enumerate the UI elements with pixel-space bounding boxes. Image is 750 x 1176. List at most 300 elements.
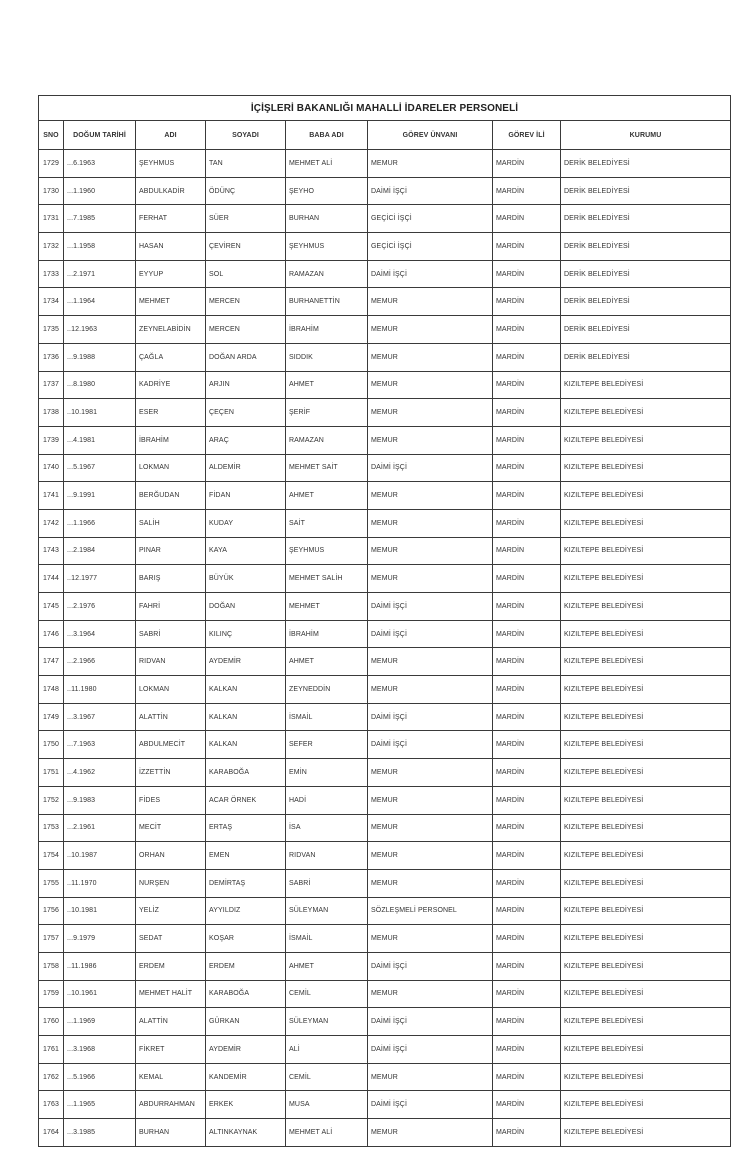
table-row xyxy=(39,703,731,731)
cell-duty-province: MARDİN xyxy=(493,980,561,1008)
cell-job-title: MEMUR xyxy=(368,648,493,676)
cell-duty-province: MARDİN xyxy=(493,454,561,482)
cell-first-name: ABDULMECİT xyxy=(136,731,206,759)
cell-last-name: AYYILDIZ xyxy=(206,897,286,925)
cell-sno: 1737 xyxy=(39,371,64,399)
table-row xyxy=(39,1091,731,1119)
cell-last-name: KUDAY xyxy=(206,509,286,537)
cell-institution: KIZILTEPE BELEDİYESİ xyxy=(561,593,731,621)
cell-birth-date: ...4.1981 xyxy=(64,426,136,454)
title-row xyxy=(39,96,731,121)
cell-first-name: MEHMET HALİT xyxy=(136,980,206,1008)
cell-birth-date: ...9.1991 xyxy=(64,482,136,510)
cell-first-name: ALATTİN xyxy=(136,703,206,731)
table-row xyxy=(39,316,731,344)
column-header-last-name: SOYADI xyxy=(206,121,286,150)
cell-first-name: FİDES xyxy=(136,786,206,814)
cell-first-name: İBRAHİM xyxy=(136,426,206,454)
cell-duty-province: MARDİN xyxy=(493,842,561,870)
cell-birth-date: ..10.1961 xyxy=(64,980,136,1008)
cell-duty-province: MARDİN xyxy=(493,371,561,399)
cell-duty-province: MARDİN xyxy=(493,233,561,261)
cell-birth-date: ...3.1985 xyxy=(64,1119,136,1147)
cell-institution: KIZILTEPE BELEDİYESİ xyxy=(561,426,731,454)
cell-last-name: ÇEVİREN xyxy=(206,233,286,261)
cell-birth-date: ...2.1961 xyxy=(64,814,136,842)
table-row xyxy=(39,509,731,537)
cell-first-name: EYYUP xyxy=(136,260,206,288)
cell-institution: KIZILTEPE BELEDİYESİ xyxy=(561,703,731,731)
cell-father-name: SÜLEYMAN xyxy=(286,897,368,925)
cell-sno: 1738 xyxy=(39,399,64,427)
cell-father-name: SIDDIK xyxy=(286,343,368,371)
cell-job-title: MEMUR xyxy=(368,537,493,565)
cell-last-name: ERDEM xyxy=(206,952,286,980)
cell-sno: 1734 xyxy=(39,288,64,316)
cell-first-name: MEHMET xyxy=(136,288,206,316)
cell-institution: DERİK BELEDİYESİ xyxy=(561,205,731,233)
cell-first-name: BARIŞ xyxy=(136,565,206,593)
cell-first-name: FİKRET xyxy=(136,1036,206,1064)
cell-last-name: KARABOĞA xyxy=(206,759,286,787)
cell-job-title: MEMUR xyxy=(368,288,493,316)
cell-first-name: KEMAL xyxy=(136,1063,206,1091)
cell-birth-date: ...2.1976 xyxy=(64,593,136,621)
cell-father-name: ŞEYHMUS xyxy=(286,233,368,261)
cell-first-name: ESER xyxy=(136,399,206,427)
cell-birth-date: ...4.1962 xyxy=(64,759,136,787)
table-row xyxy=(39,814,731,842)
table-row xyxy=(39,620,731,648)
cell-sno: 1736 xyxy=(39,343,64,371)
table-row xyxy=(39,676,731,704)
cell-duty-province: MARDİN xyxy=(493,1063,561,1091)
cell-job-title: DAİMİ İŞÇİ xyxy=(368,177,493,205)
cell-last-name: KANDEMİR xyxy=(206,1063,286,1091)
column-header-sno: SNO xyxy=(39,121,64,150)
cell-father-name: RAMAZAN xyxy=(286,260,368,288)
column-header-duty-province: GÖREV İLİ xyxy=(493,121,561,150)
cell-first-name: ABDURRAHMAN xyxy=(136,1091,206,1119)
cell-father-name: MEHMET SALİH xyxy=(286,565,368,593)
cell-sno: 1733 xyxy=(39,260,64,288)
cell-job-title: MEMUR xyxy=(368,565,493,593)
cell-last-name: ALTINKAYNAK xyxy=(206,1119,286,1147)
cell-first-name: ALATTİN xyxy=(136,1008,206,1036)
cell-sno: 1763 xyxy=(39,1091,64,1119)
column-header-institution: KURUMU xyxy=(561,121,731,150)
cell-last-name: ARJIN xyxy=(206,371,286,399)
cell-last-name: KARABOĞA xyxy=(206,980,286,1008)
cell-duty-province: MARDİN xyxy=(493,869,561,897)
cell-institution: KIZILTEPE BELEDİYESİ xyxy=(561,1008,731,1036)
cell-first-name: PINAR xyxy=(136,537,206,565)
cell-duty-province: MARDİN xyxy=(493,537,561,565)
cell-duty-province: MARDİN xyxy=(493,731,561,759)
cell-birth-date: ...2.1984 xyxy=(64,537,136,565)
cell-duty-province: MARDİN xyxy=(493,703,561,731)
table-row xyxy=(39,482,731,510)
cell-institution: KIZILTEPE BELEDİYESİ xyxy=(561,482,731,510)
cell-job-title: MEMUR xyxy=(368,676,493,704)
cell-job-title: DAİMİ İŞÇİ xyxy=(368,454,493,482)
cell-birth-date: ..11.1980 xyxy=(64,676,136,704)
cell-institution: DERİK BELEDİYESİ xyxy=(561,260,731,288)
cell-father-name: MEHMET SAİT xyxy=(286,454,368,482)
cell-sno: 1741 xyxy=(39,482,64,510)
cell-sno: 1732 xyxy=(39,233,64,261)
cell-sno: 1760 xyxy=(39,1008,64,1036)
cell-institution: DERİK BELEDİYESİ xyxy=(561,150,731,178)
cell-birth-date: ...1.1958 xyxy=(64,233,136,261)
cell-sno: 1761 xyxy=(39,1036,64,1064)
cell-job-title: MEMUR xyxy=(368,980,493,1008)
table-row xyxy=(39,1036,731,1064)
cell-father-name: ŞERİF xyxy=(286,399,368,427)
cell-birth-date: ..10.1981 xyxy=(64,399,136,427)
cell-institution: KIZILTEPE BELEDİYESİ xyxy=(561,648,731,676)
cell-job-title: MEMUR xyxy=(368,426,493,454)
cell-last-name: KALKAN xyxy=(206,731,286,759)
table-row xyxy=(39,786,731,814)
cell-birth-date: ...5.1966 xyxy=(64,1063,136,1091)
cell-father-name: İBRAHİM xyxy=(286,316,368,344)
cell-first-name: FAHRİ xyxy=(136,593,206,621)
cell-sno: 1756 xyxy=(39,897,64,925)
cell-institution: KIZILTEPE BELEDİYESİ xyxy=(561,731,731,759)
cell-sno: 1731 xyxy=(39,205,64,233)
cell-sno: 1758 xyxy=(39,952,64,980)
cell-first-name: SABRİ xyxy=(136,620,206,648)
cell-birth-date: ..11.1986 xyxy=(64,952,136,980)
cell-father-name: ŞEYHO xyxy=(286,177,368,205)
cell-father-name: MUSA xyxy=(286,1091,368,1119)
table-row xyxy=(39,759,731,787)
cell-birth-date: ..12.1963 xyxy=(64,316,136,344)
table-row xyxy=(39,426,731,454)
cell-last-name: KALKAN xyxy=(206,676,286,704)
cell-birth-date: ...1.1969 xyxy=(64,1008,136,1036)
column-header-row xyxy=(39,121,731,150)
cell-father-name: AHMET xyxy=(286,371,368,399)
cell-institution: KIZILTEPE BELEDİYESİ xyxy=(561,980,731,1008)
cell-last-name: ACAR ÖRNEK xyxy=(206,786,286,814)
cell-duty-province: MARDİN xyxy=(493,343,561,371)
cell-last-name: SOL xyxy=(206,260,286,288)
cell-birth-date: ...1.1966 xyxy=(64,509,136,537)
cell-last-name: MERCEN xyxy=(206,316,286,344)
cell-institution: DERİK BELEDİYESİ xyxy=(561,177,731,205)
cell-first-name: RIDVAN xyxy=(136,648,206,676)
cell-father-name: ZEYNEDDİN xyxy=(286,676,368,704)
cell-duty-province: MARDİN xyxy=(493,676,561,704)
cell-father-name: AHMET xyxy=(286,952,368,980)
cell-institution: DERİK BELEDİYESİ xyxy=(561,288,731,316)
cell-father-name: SAİT xyxy=(286,509,368,537)
cell-duty-province: MARDİN xyxy=(493,1008,561,1036)
cell-sno: 1746 xyxy=(39,620,64,648)
table-row xyxy=(39,233,731,261)
cell-first-name: HASAN xyxy=(136,233,206,261)
cell-institution: KIZILTEPE BELEDİYESİ xyxy=(561,509,731,537)
cell-birth-date: ...3.1968 xyxy=(64,1036,136,1064)
cell-birth-date: ...2.1966 xyxy=(64,648,136,676)
cell-father-name: CEMİL xyxy=(286,980,368,1008)
cell-father-name: İSA xyxy=(286,814,368,842)
table-row xyxy=(39,150,731,178)
cell-duty-province: MARDİN xyxy=(493,1091,561,1119)
cell-duty-province: MARDİN xyxy=(493,177,561,205)
cell-sno: 1747 xyxy=(39,648,64,676)
cell-sno: 1748 xyxy=(39,676,64,704)
cell-duty-province: MARDİN xyxy=(493,1036,561,1064)
cell-first-name: KADRİYE xyxy=(136,371,206,399)
cell-father-name: SABRİ xyxy=(286,869,368,897)
cell-first-name: LOKMAN xyxy=(136,454,206,482)
cell-father-name: BURHAN xyxy=(286,205,368,233)
cell-job-title: GEÇİCİ İŞÇİ xyxy=(368,205,493,233)
cell-sno: 1754 xyxy=(39,842,64,870)
cell-last-name: EMEN xyxy=(206,842,286,870)
cell-institution: KIZILTEPE BELEDİYESİ xyxy=(561,454,731,482)
cell-duty-province: MARDİN xyxy=(493,925,561,953)
cell-duty-province: MARDİN xyxy=(493,620,561,648)
cell-father-name: SÜLEYMAN xyxy=(286,1008,368,1036)
cell-first-name: ABDULKADİR xyxy=(136,177,206,205)
table-row xyxy=(39,399,731,427)
table-row xyxy=(39,925,731,953)
cell-last-name: KOŞAR xyxy=(206,925,286,953)
cell-last-name: ÇEÇEN xyxy=(206,399,286,427)
cell-job-title: MEMUR xyxy=(368,482,493,510)
cell-first-name: FERHAT xyxy=(136,205,206,233)
cell-sno: 1735 xyxy=(39,316,64,344)
cell-job-title: MEMUR xyxy=(368,150,493,178)
cell-duty-province: MARDİN xyxy=(493,786,561,814)
cell-sno: 1739 xyxy=(39,426,64,454)
cell-institution: KIZILTEPE BELEDİYESİ xyxy=(561,1119,731,1147)
cell-job-title: DAİMİ İŞÇİ xyxy=(368,703,493,731)
cell-father-name: AHMET xyxy=(286,648,368,676)
cell-birth-date: ...7.1985 xyxy=(64,205,136,233)
cell-birth-date: ...3.1964 xyxy=(64,620,136,648)
table-row xyxy=(39,454,731,482)
table-row xyxy=(39,842,731,870)
cell-duty-province: MARDİN xyxy=(493,399,561,427)
cell-duty-province: MARDİN xyxy=(493,288,561,316)
cell-institution: KIZILTEPE BELEDİYESİ xyxy=(561,676,731,704)
cell-first-name: ORHAN xyxy=(136,842,206,870)
cell-job-title: MEMUR xyxy=(368,1063,493,1091)
cell-duty-province: MARDİN xyxy=(493,509,561,537)
cell-birth-date: ..10.1981 xyxy=(64,897,136,925)
cell-sno: 1745 xyxy=(39,593,64,621)
cell-father-name: MEHMET xyxy=(286,593,368,621)
cell-duty-province: MARDİN xyxy=(493,260,561,288)
cell-birth-date: ..12.1977 xyxy=(64,565,136,593)
cell-job-title: MEMUR xyxy=(368,399,493,427)
cell-institution: DERİK BELEDİYESİ xyxy=(561,316,731,344)
cell-job-title: MEMUR xyxy=(368,869,493,897)
cell-father-name: AHMET xyxy=(286,482,368,510)
table-row xyxy=(39,1063,731,1091)
cell-job-title: MEMUR xyxy=(368,371,493,399)
cell-first-name: MECİT xyxy=(136,814,206,842)
cell-job-title: MEMUR xyxy=(368,1119,493,1147)
cell-last-name: ARAÇ xyxy=(206,426,286,454)
cell-duty-province: MARDİN xyxy=(493,1119,561,1147)
cell-duty-province: MARDİN xyxy=(493,759,561,787)
table-row xyxy=(39,565,731,593)
cell-sno: 1762 xyxy=(39,1063,64,1091)
table-row xyxy=(39,371,731,399)
cell-father-name: ALİ xyxy=(286,1036,368,1064)
cell-job-title: MEMUR xyxy=(368,786,493,814)
cell-birth-date: ...2.1971 xyxy=(64,260,136,288)
cell-institution: DERİK BELEDİYESİ xyxy=(561,343,731,371)
table-row xyxy=(39,1119,731,1147)
cell-sno: 1757 xyxy=(39,925,64,953)
cell-first-name: BURHAN xyxy=(136,1119,206,1147)
cell-job-title: DAİMİ İŞÇİ xyxy=(368,593,493,621)
cell-job-title: GEÇİCİ İŞÇİ xyxy=(368,233,493,261)
cell-birth-date: ...8.1980 xyxy=(64,371,136,399)
cell-sno: 1743 xyxy=(39,537,64,565)
cell-birth-date: ..11.1970 xyxy=(64,869,136,897)
cell-job-title: DAİMİ İŞÇİ xyxy=(368,1091,493,1119)
cell-birth-date: ...9.1983 xyxy=(64,786,136,814)
cell-job-title: DAİMİ İŞÇİ xyxy=(368,1036,493,1064)
cell-father-name: RAMAZAN xyxy=(286,426,368,454)
column-header-first-name: ADI xyxy=(136,121,206,150)
cell-birth-date: ...9.1988 xyxy=(64,343,136,371)
cell-father-name: EMİN xyxy=(286,759,368,787)
cell-father-name: ŞEYHMUS xyxy=(286,537,368,565)
cell-duty-province: MARDİN xyxy=(493,952,561,980)
column-header-father-name: BABA ADI xyxy=(286,121,368,150)
cell-duty-province: MARDİN xyxy=(493,648,561,676)
cell-institution: KIZILTEPE BELEDİYESİ xyxy=(561,620,731,648)
cell-birth-date: ...3.1967 xyxy=(64,703,136,731)
cell-first-name: ZEYNELABİDİN xyxy=(136,316,206,344)
cell-birth-date: ...9.1979 xyxy=(64,925,136,953)
cell-job-title: MEMUR xyxy=(368,509,493,537)
cell-duty-province: MARDİN xyxy=(493,897,561,925)
table-row xyxy=(39,260,731,288)
personnel-sheet xyxy=(38,95,730,1147)
cell-last-name: ERTAŞ xyxy=(206,814,286,842)
cell-duty-province: MARDİN xyxy=(493,482,561,510)
cell-father-name: RIDVAN xyxy=(286,842,368,870)
cell-sno: 1729 xyxy=(39,150,64,178)
cell-last-name: TAN xyxy=(206,150,286,178)
table-row xyxy=(39,897,731,925)
cell-institution: KIZILTEPE BELEDİYESİ xyxy=(561,1063,731,1091)
cell-last-name: DOĞAN xyxy=(206,593,286,621)
cell-institution: KIZILTEPE BELEDİYESİ xyxy=(561,814,731,842)
column-header-job-title: GÖREV ÜNVANI xyxy=(368,121,493,150)
cell-sno: 1752 xyxy=(39,786,64,814)
cell-first-name: ŞEYHMUS xyxy=(136,150,206,178)
cell-institution: KIZILTEPE BELEDİYESİ xyxy=(561,925,731,953)
cell-birth-date: ...1.1960 xyxy=(64,177,136,205)
cell-last-name: ERKEK xyxy=(206,1091,286,1119)
cell-job-title: MEMUR xyxy=(368,925,493,953)
cell-job-title: DAİMİ İŞÇİ xyxy=(368,952,493,980)
cell-institution: KIZILTEPE BELEDİYESİ xyxy=(561,897,731,925)
cell-birth-date: ...6.1963 xyxy=(64,150,136,178)
cell-sno: 1755 xyxy=(39,869,64,897)
cell-first-name: SEDAT xyxy=(136,925,206,953)
cell-sno: 1753 xyxy=(39,814,64,842)
cell-last-name: ÖDÜNÇ xyxy=(206,177,286,205)
table-row xyxy=(39,177,731,205)
cell-institution: KIZILTEPE BELEDİYESİ xyxy=(561,786,731,814)
cell-last-name: KAYA xyxy=(206,537,286,565)
cell-sno: 1764 xyxy=(39,1119,64,1147)
table-row xyxy=(39,980,731,1008)
cell-sno: 1751 xyxy=(39,759,64,787)
cell-job-title: DAİMİ İŞÇİ xyxy=(368,731,493,759)
cell-sno: 1730 xyxy=(39,177,64,205)
cell-last-name: SÜER xyxy=(206,205,286,233)
cell-last-name: GÜRKAN xyxy=(206,1008,286,1036)
table-row xyxy=(39,869,731,897)
cell-birth-date: ...1.1965 xyxy=(64,1091,136,1119)
page-title: İÇİŞLERİ BAKANLIĞI MAHALLİ İDARELER PERSONELİ xyxy=(39,96,731,121)
cell-father-name: İSMAİL xyxy=(286,703,368,731)
cell-father-name: SEFER xyxy=(286,731,368,759)
cell-sno: 1759 xyxy=(39,980,64,1008)
cell-father-name: İBRAHİM xyxy=(286,620,368,648)
cell-institution: DERİK BELEDİYESİ xyxy=(561,233,731,261)
cell-last-name: KILINÇ xyxy=(206,620,286,648)
cell-duty-province: MARDİN xyxy=(493,150,561,178)
cell-first-name: SALİH xyxy=(136,509,206,537)
cell-first-name: İZZETTİN xyxy=(136,759,206,787)
cell-institution: KIZILTEPE BELEDİYESİ xyxy=(561,869,731,897)
cell-father-name: MEHMET ALİ xyxy=(286,150,368,178)
cell-job-title: SÖZLEŞMELİ PERSONEL xyxy=(368,897,493,925)
cell-last-name: AYDEMİR xyxy=(206,1036,286,1064)
cell-institution: KIZILTEPE BELEDİYESİ xyxy=(561,537,731,565)
cell-last-name: BÜYÜK xyxy=(206,565,286,593)
cell-sno: 1749 xyxy=(39,703,64,731)
table-row xyxy=(39,1008,731,1036)
cell-job-title: DAİMİ İŞÇİ xyxy=(368,260,493,288)
table-row xyxy=(39,288,731,316)
cell-last-name: KALKAN xyxy=(206,703,286,731)
cell-last-name: AYDEMİR xyxy=(206,648,286,676)
cell-duty-province: MARDİN xyxy=(493,565,561,593)
cell-sno: 1742 xyxy=(39,509,64,537)
table-row xyxy=(39,593,731,621)
cell-job-title: MEMUR xyxy=(368,316,493,344)
cell-last-name: FİDAN xyxy=(206,482,286,510)
cell-institution: KIZILTEPE BELEDİYESİ xyxy=(561,1036,731,1064)
cell-institution: KIZILTEPE BELEDİYESİ xyxy=(561,371,731,399)
cell-last-name: DEMİRTAŞ xyxy=(206,869,286,897)
cell-first-name: BERĞUDAN xyxy=(136,482,206,510)
cell-father-name: HADİ xyxy=(286,786,368,814)
personnel-table xyxy=(38,95,731,1147)
cell-first-name: ÇAĞLA xyxy=(136,343,206,371)
table-row xyxy=(39,343,731,371)
cell-institution: KIZILTEPE BELEDİYESİ xyxy=(561,565,731,593)
table-row xyxy=(39,731,731,759)
cell-institution: KIZILTEPE BELEDİYESİ xyxy=(561,952,731,980)
cell-job-title: MEMUR xyxy=(368,842,493,870)
